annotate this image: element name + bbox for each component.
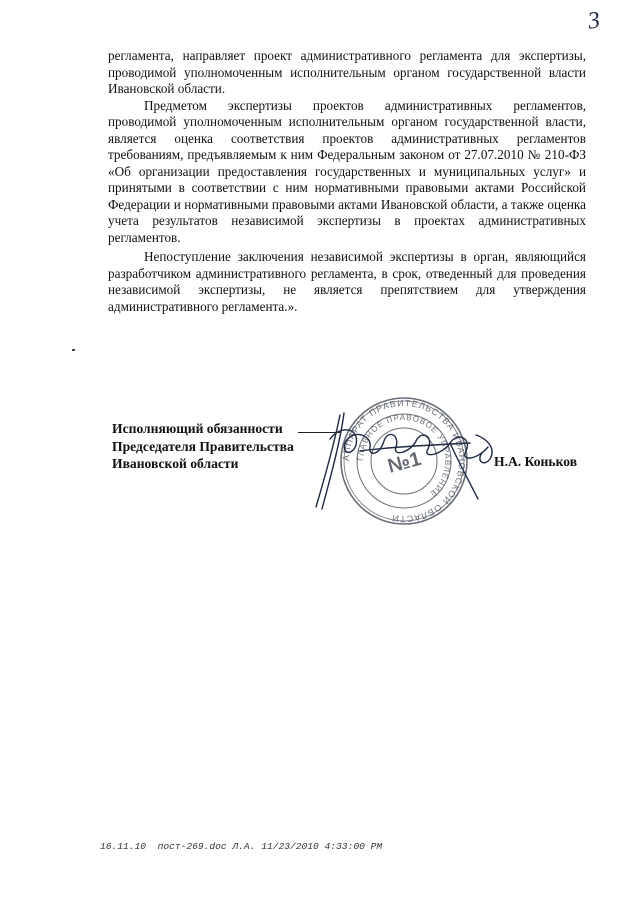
signer-name: Н.А. Коньков xyxy=(494,454,578,469)
seal-inner-text: ГЛАВНОЕ ПРАВОВОЕ УПРАВЛЕНИЕ xyxy=(355,412,453,499)
signatory-title-line-3: Ивановской области xyxy=(112,456,239,471)
signatory-title-line-1: Исполняющий обязанности xyxy=(112,421,283,436)
page-number: 3 xyxy=(586,7,602,35)
seal-number: №1 xyxy=(385,447,424,478)
signatory-title-line-2: Председателя Правительства xyxy=(112,438,294,454)
seal-outer-text: АППАРАТ ПРАВИТЕЛЬСТВА ИВАНОВСКОЙ ОБЛАСТИ xyxy=(340,397,468,525)
signatory-title xyxy=(112,420,332,473)
body-text xyxy=(108,48,586,315)
handwritten-signature xyxy=(300,395,510,525)
paragraph-3: Непоступление заключения независимой экспертизы в орган, являющийся разработчиком административного регламента, в срок, отведенный для проведения независимой экспертизы, не является препятствием для утверждения административного регламента.». xyxy=(108,249,586,314)
margin-mark xyxy=(72,349,75,351)
paragraph-1: регламента, направляет проект административного регламента для экспертизы, проводимой уполномоченным исполнительным органом государственной власти Ивановской области. xyxy=(108,48,586,96)
paragraph-2: Предметом экспертизы проектов административных регламентов, проводимой уполномоченным исполнительным органом государственной власти, является оценка соответствия проектов административных регламентов требованиям, предъявляемым к ним Федеральным законом от 27.07.2010 № 210-ФЗ «Об организации предоставления государственных и муниципальных услуг» и принятыми в соответствии с ним нормативными правовыми актами Российской Федерации и нормативными правовыми актами Ивановской области, а также оценка учета результатов независимой экспертизы в проектах административных регламентов. xyxy=(108,97,586,245)
document-footer: 16.11.10 пост-269.doc Л.А. 11/23/2010 4:33:00 PM xyxy=(100,841,383,852)
